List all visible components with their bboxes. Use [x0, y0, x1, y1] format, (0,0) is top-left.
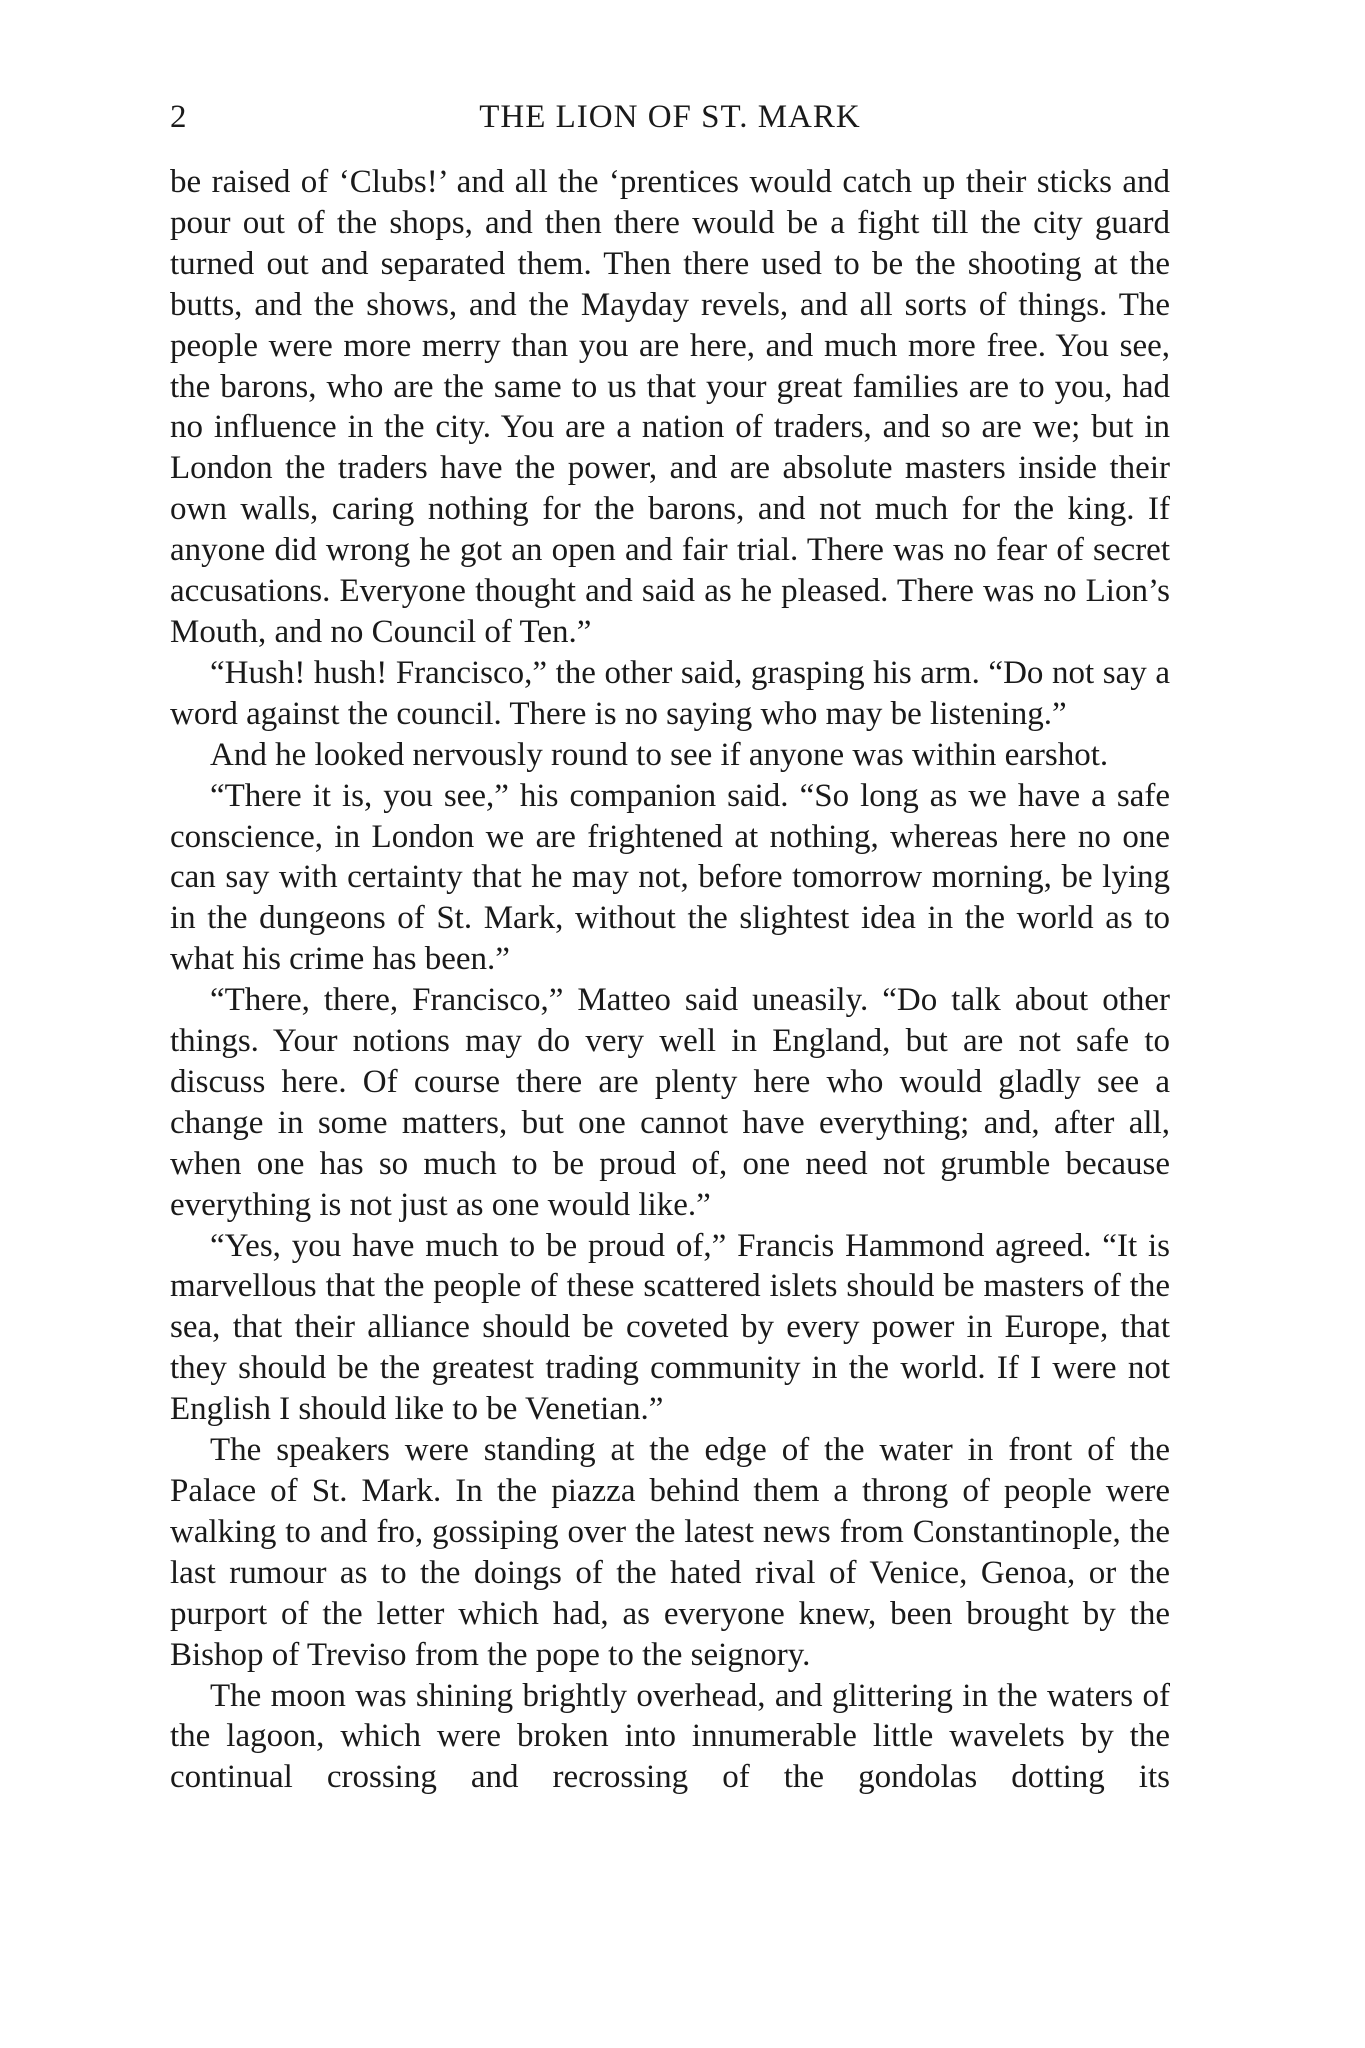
paragraph: “Hush! hush! Francisco,” the other said, grasping his arm. “Do not say a word against the council. There is no saying who may be listening.”	[170, 654, 1170, 732]
book-title: THE LION OF ST. MARK	[479, 99, 861, 135]
paragraph: “Yes, you have much to be proud of,” Francis Hammond agreed. “It is marvellous that the people of these scattered islets should be masters of the sea, that their alliance should be coveted by every power in Europe, that they should be the greatest trading community in the world. If I were not English I should like to be Venetian.”	[170, 1227, 1170, 1428]
paragraph: be raised of ‘Clubs!’ and all the ‘prentices would catch up their sticks and pour out of the shops, and then there would be a fight till the city guard turned out and separated them. Then there used to be the shooting at the butts, and the shows, and the Mayday revels, and all sorts of things. The people were more merry than you are here, and much more free. You see, the barons, who are the same to us that your great families are to you, had no influence in the city. You are a nation of traders, and so are we; but in London the traders have the power, and are absolute masters inside their own walls, caring nothing for the barons, and not much for the king. If anyone did wrong he got an open and fair trial. There was no fear of secret accusations. Everyone thought and said as he pleased. There was no Lion’s Mouth, and no Council of Ten.”	[170, 164, 1170, 650]
running-head	[170, 92, 1170, 142]
paragraph: The speakers were standing at the edge of the water in front of the Palace of St. Mark. In the piazza behind them a throng of people were walking to and fro, gossiping over the latest news from Constantinople, the last rumour as to the doings of the hated rival of Venice, Genoa, or the purport of the letter which had, as everyone knew, been brought by the Bishop of Treviso from the pope to the seignory.	[170, 1432, 1170, 1673]
page-number: 2	[170, 99, 187, 135]
paragraph: And he looked nervously round to see if anyone was within earshot.	[210, 736, 1109, 773]
paragraph: The moon was shining brightly overhead, and glittering in the waters of the lagoon, which were broken into innumerable little wavelets by the continual crossing and recrossing of the gondolas dotting its	[170, 1677, 1170, 1796]
paragraph: “There, there, Francisco,” Matteo said uneasily. “Do talk about other things. Your notions may do very well in England, but are not safe to discuss here. Of course there are plenty here who would gladly see a change in some matters, but one cannot have everything; and, after all, when one has so much to be proud of, one need not grumble because everything is not just as one would like.”	[170, 982, 1170, 1223]
body-text	[170, 162, 1170, 1798]
paragraph: “There it is, you see,” his companion said. “So long as we have a safe conscience, in London we are frightened at nothing, whereas here no one can say with certainty that he may not, before tomorrow morning, be lying in the dungeons of St. Mark, without the slightest idea in the world as to what his crime has been.”	[170, 777, 1170, 978]
